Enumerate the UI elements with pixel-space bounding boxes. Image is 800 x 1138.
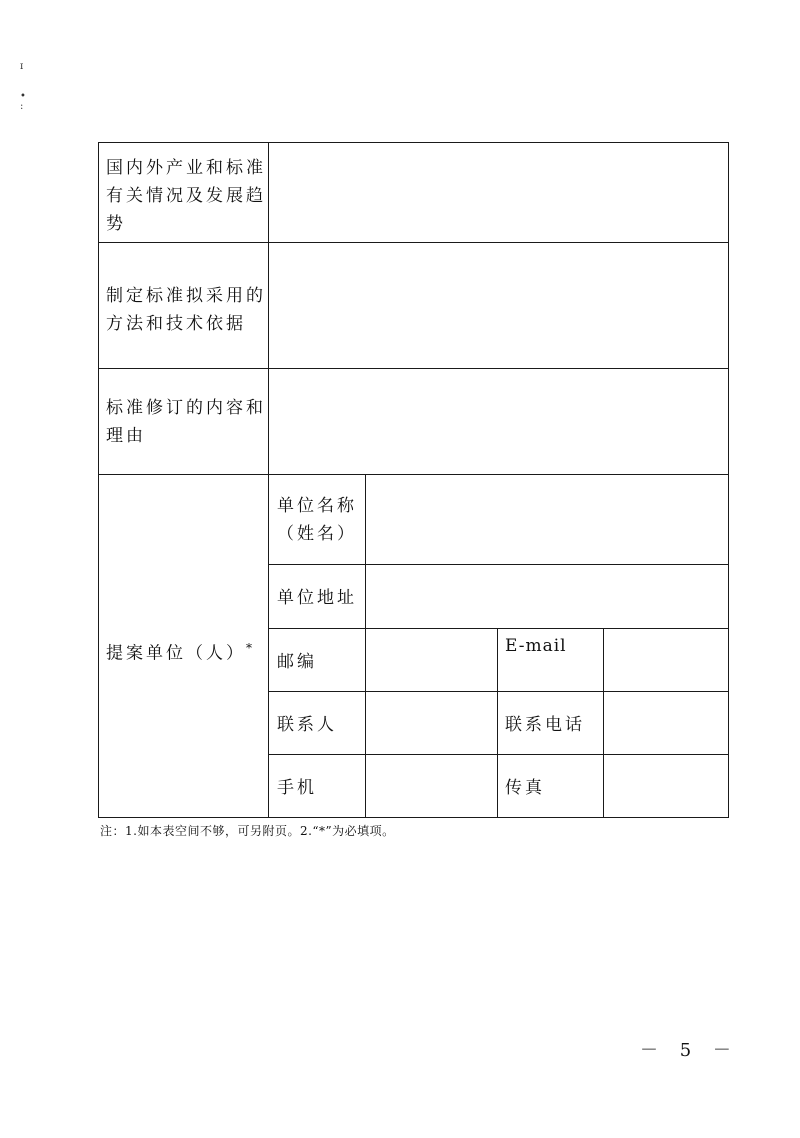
proposer-label (106, 634, 255, 668)
contact-field[interactable] (368, 694, 496, 753)
postcode-label: 邮编 (277, 652, 317, 672)
industry-status-label: 国内外产业和标准 有关情况及发展趋 势 (106, 158, 266, 234)
rule (269, 628, 729, 629)
rule (365, 474, 366, 818)
page-number: － 5 － (640, 1040, 739, 1061)
footnote: 注：1.如本表空间不够，可另附页。2.“*”为必填项。 (100, 824, 395, 838)
address-label: 单位地址 (277, 588, 357, 608)
rule (98, 368, 729, 369)
methods-basis-label: 制定标准拟采用的 方法和技术依据 (106, 286, 266, 334)
email-field[interactable] (606, 631, 727, 690)
methods-basis-field[interactable] (271, 245, 727, 366)
rule (603, 628, 604, 818)
rule (98, 242, 729, 243)
postcode-field[interactable] (368, 631, 496, 690)
industry-status-field[interactable] (271, 145, 727, 241)
fax-label: 传真 (505, 778, 545, 798)
mobile-field[interactable] (368, 757, 496, 816)
rule (269, 691, 729, 692)
rule (268, 142, 269, 818)
email-label: E-mail (505, 636, 567, 656)
rule (269, 754, 729, 755)
rule (269, 564, 729, 565)
rule (98, 474, 729, 475)
unit-name-field[interactable] (368, 477, 727, 563)
required-mark: * (246, 641, 255, 655)
scan-mark-top: ɪ (20, 61, 24, 72)
revision-reason-field[interactable] (271, 371, 727, 472)
mobile-label: 手机 (277, 778, 317, 798)
address-field[interactable] (368, 567, 727, 627)
proposer-label-text: 提案单位（人） (106, 643, 246, 664)
phone-label: 联系电话 (505, 715, 585, 735)
revision-reason-label: 标准修订的内容和 理由 (106, 398, 266, 446)
fax-field[interactable] (606, 757, 727, 816)
contact-label: 联系人 (277, 715, 337, 735)
scan-mark-bottom: • : (20, 91, 26, 112)
unit-name-label: 单位名称 （姓名） (277, 496, 357, 544)
rule (497, 628, 498, 818)
phone-field[interactable] (606, 694, 727, 753)
